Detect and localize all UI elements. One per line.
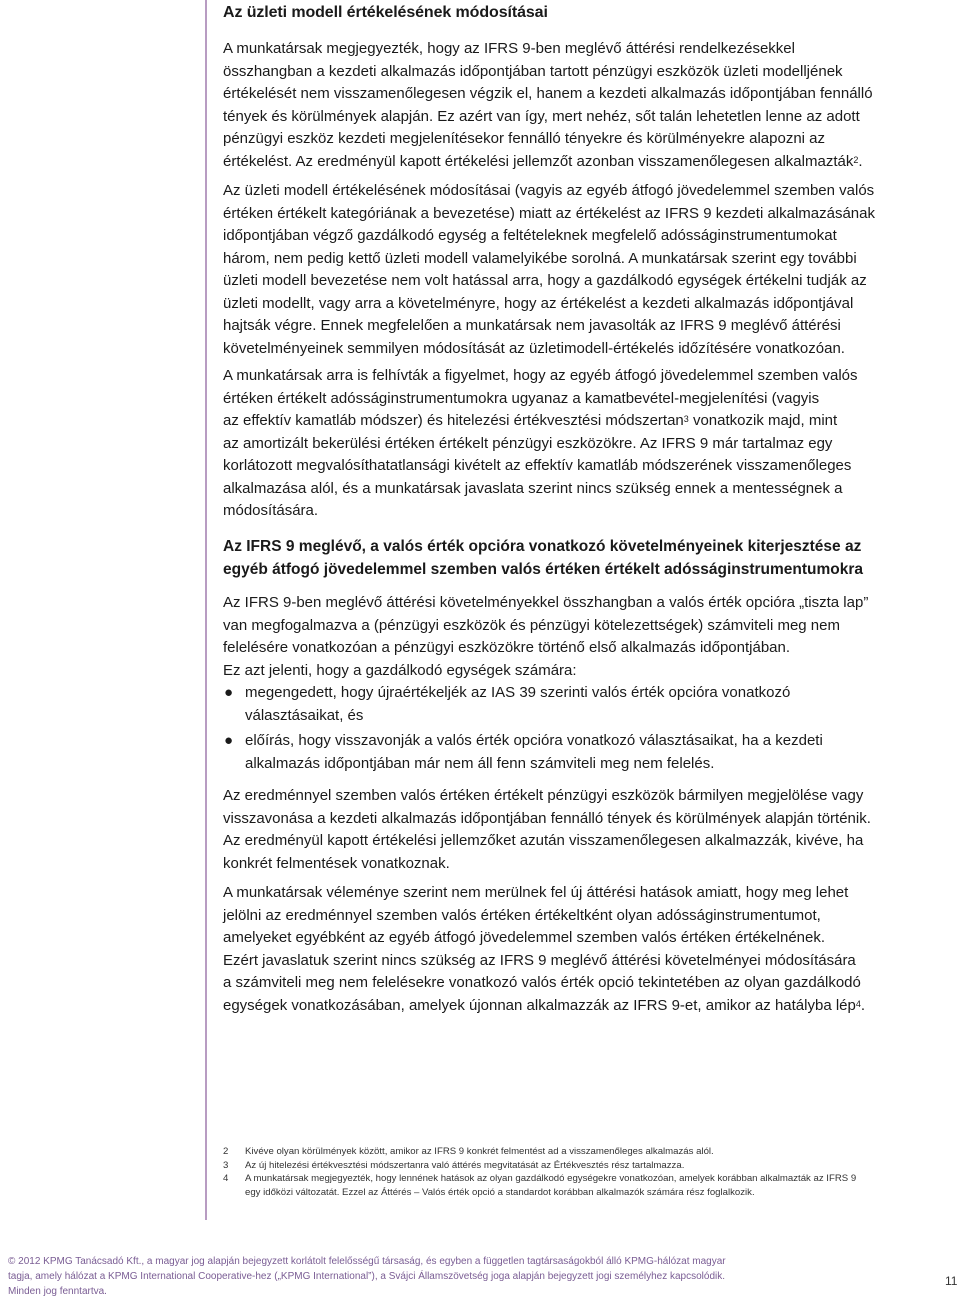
footnote-ref-2: 2 xyxy=(853,154,859,165)
footnote-text: Az új hitelezési értékvesztési módszertanra való áttérés megvitatását az Értékvesztés rész tartalmazza. xyxy=(245,1159,685,1171)
paragraph-1 xyxy=(223,38,873,173)
paragraph-line: tények és körülmények alapján. Ez azért van így, mert nehéz, sőt talán lehetetlen lenne az adott xyxy=(223,107,860,125)
paragraph-line: A munkatársak véleménye szerint nem merülnek fel új áttérési hatások amiatt, hogy meg lehet xyxy=(223,884,849,901)
footnote-3 xyxy=(223,1159,953,1173)
paragraph-line: Az üzleti modell értékelésének módosításai (vagyis az egyéb átfogó jövedelemmel szemben valós xyxy=(223,182,875,199)
paragraph-line: A munkatársak arra is felhívták a figyelmet, hogy az egyéb átfogó jövedelemmel szemben valós xyxy=(223,367,858,384)
paragraph-line: visszavonása a kezdeti alkalmazás időpontjában fennálló tények és körülmények alapján történik. xyxy=(223,809,871,827)
footnote-ref-4: 4 xyxy=(855,998,861,1009)
footer-line: tagja, amely hálózat a KPMG International Cooperative-hez („KPMG International”), a Svájci Államszövetség joga alapján bejegyzett jogi személyhez kapcsolódik. xyxy=(8,1271,726,1282)
footer-line: © 2012 KPMG Tanácsadó Kft., a magyar jog alapján bejegyzett korlátolt felelősségű társaság, és egyben a független tagtársaságokból álló KPMG-hálózat magyar xyxy=(8,1256,726,1267)
footnotes xyxy=(223,1145,953,1199)
heading-line: egyéb átfogó jövedelemmel szemben valós értéken értékelt adósságinstrumentumokra xyxy=(223,561,864,578)
paragraph-line: alkalmazása alól, és a munkatársak javaslata szerint nincs szükség ennek a mentességnek a xyxy=(223,479,843,497)
paragraph-line: az effektív kamatláb módszer) és hitelezési értékvesztési módszertan$^3$ vonatkozik majd, mint xyxy=(223,412,838,429)
paragraph-continuation: Ez azért van így, mert nehéz, sőt talán lehetetlen lenne az adott xyxy=(433,107,860,125)
paragraph-line: pénzügyi eszköz kezdeti megjelenítésekor fennálló tényekre és körülményekre alapozni az xyxy=(223,130,825,147)
left-margin-rule xyxy=(205,0,207,1220)
paragraph-line: korlátozott megvalósíthatatlansági kivételt az effektív kamatláb módszerének visszamenőleges xyxy=(223,457,852,474)
paragraph-line: követelményeinek semmilyen módosítását az üzletimodell-értékelés időzítésére vonatkozóan. xyxy=(223,339,845,357)
paragraph-3 xyxy=(223,365,858,523)
footnote-ref-3: 3 xyxy=(683,414,689,424)
paragraph-5 xyxy=(223,785,871,875)
paragraph-line: az amortizált bekerülési értéken értékelt pénzügyi eszközökre. Az IFRS 9 már tartalmaz egy xyxy=(223,434,833,452)
paragraph-6 xyxy=(223,882,865,1017)
paragraph-line: Ezért javaslatuk szerint nincs szükség az IFRS 9 meglévő áttérési követelményei módosítására xyxy=(223,951,856,969)
footer-line: Minden jog fenntartva. xyxy=(8,1286,107,1297)
footnote-text: A munkatársak megjegyezték, hogy lennének hatások az olyan gazdálkodó egységekre vonatkozóan, amelyek korábban alkalmazták az IFRS 9 xyxy=(245,1173,857,1184)
paragraph-line: Az IFRS 9-ben meglévő áttérési követelményekkel összhangban a valós érték opcióra „tiszta lap” xyxy=(223,594,869,611)
paragraph-line: három, nem pedig kettő üzleti modell valamelyikébe sorolná. A munkatársak szerint egy további xyxy=(223,249,857,267)
heading-line: Az IFRS 9 meglévő, a valós érték opcióra vonatkozó követelményeinek kiterjesztése az xyxy=(223,538,862,555)
footnote-2 xyxy=(223,1145,953,1159)
paragraph-line: konkrét felmentések vonatkoznak. xyxy=(223,854,450,872)
paragraph-line: értéken értékelt adósságinstrumentumokra ugyanaz a kamatbevétel-megjelenítési (vagyis xyxy=(223,389,820,407)
paragraph-line: értéken értékelt kategóriának a bevezetése) miatt az értékelést az IFRS 9 kezdeti alkalmazásának xyxy=(223,204,875,222)
section-heading-business-model: Az üzleti modell értékelésének módosításai xyxy=(223,4,548,21)
page-number: 11 xyxy=(945,1274,958,1288)
paragraph-line: egységek vonatkozásában, amelyek újonnan alkalmazzák az IFRS 9-et, amikor az hatályba lép$^4$. xyxy=(223,996,866,1014)
paragraph-line: Az eredményül kapott értékelési jellemzőket azután visszamenőlegesen alkalmazzák, kivéve, ha xyxy=(223,832,864,849)
list-item: ● megengedett, hogy újraértékeljék az IAS 39 szerinti valós érték opcióra vonatkozó választásaikat, és xyxy=(224,684,791,724)
paragraph-4 xyxy=(223,592,868,682)
bullet-icon: ● xyxy=(224,732,234,749)
paragraph-line: a számviteli meg nem felelésekre vonatkozó valós érték opció tekintetében az olyan gazdálkodó xyxy=(223,974,861,991)
paragraph-2 xyxy=(223,180,875,360)
paragraph-line: értékelést. Az eredményül kapott értékelési jellemzőt azonban visszamenőlegesen alkalmazták$^2$. xyxy=(223,152,863,170)
footnote-number: 4 xyxy=(223,1173,229,1184)
paragraph-line: módosítására. xyxy=(223,502,319,519)
paragraph-line: A munkatársak megjegyezték, hogy az IFRS 9-ben meglévő áttérési rendelkezésekkel xyxy=(223,40,795,57)
footnote-4 xyxy=(223,1172,953,1199)
paragraph-line: van megfogalmazva a (pénzügyi eszközök és pénzügyi kötelezettségek) számviteli meg nem xyxy=(223,616,840,634)
bullet-icon: ● xyxy=(224,684,234,701)
paragraph-line: üzleti modellt, vagy arra a követelményre, hogy az értékelést a kezdeti alkalmazás időpontjával xyxy=(223,294,854,312)
list-item: ● előírás, hogy visszavonják a valós érték opcióra vonatkozó választásaikat, ha a kezdeti alkalmazás időpontjában már nem áll fenn számviteli meg nem felelés. xyxy=(224,732,823,772)
paragraph-line: időpontjában végző gazdálkodó egység a feltételeknek megfelelő adósságinstrumentumokat xyxy=(223,227,837,244)
paragraph-line: felelésére vonatkozóan a pénzügyi eszközökre történő első alkalmazás időpontjában. xyxy=(223,639,791,656)
paragraph-line: összhangban a kezdeti alkalmazás időpontjában tartott pénzügyi eszközök üzleti modelljének xyxy=(223,62,843,80)
copyright-footer xyxy=(8,1254,726,1299)
paragraph-line: Az eredménnyel szemben valós értéken értékelt pénzügyi eszközök bármilyen megjelölése vagy xyxy=(223,787,864,804)
paragraph-line: amelyeket egyébként az egyéb átfogó jövedelemmel szemben valós értéken értékelnének. xyxy=(223,929,826,946)
paragraph-line: értékelését nem visszamenőlegesen végzik el, hanem a kezdeti alkalmazás időpontjában fennálló xyxy=(223,85,873,102)
bullet-list xyxy=(223,682,823,778)
footnote-text: egy időközi változatát. Ezzel az Áttérés – Valós érték opció a standardot korábban alkalmazók számára rész foglalkozik. xyxy=(245,1186,755,1198)
footnote-text: Kivéve olyan körülmények között, amikor az IFRS 9 konkrét felmentést ad a visszamenőleges alkalmazás alól. xyxy=(245,1146,714,1157)
paragraph-line: hajtsák végre. Ennek megfelelően a munkatársak nem javasolták az IFRS 9 meglévő áttérési xyxy=(223,317,841,334)
section-heading-fvo xyxy=(223,535,863,581)
footnote-number: 3 xyxy=(223,1159,229,1171)
paragraph-line: jelölni az eredménnyel szemben valós értéken értékeltként olyan adósságinstrumentumot, xyxy=(223,906,821,924)
paragraph-line: üzleti modell bevezetése nem volt hatással arra, hogy a gazdálkodó egységek értékelni tudják az xyxy=(223,272,867,289)
footnote-number: 2 xyxy=(223,1146,229,1157)
paragraph-line: Ez azt jelenti, hogy a gazdálkodó egységek számára: xyxy=(223,661,577,679)
